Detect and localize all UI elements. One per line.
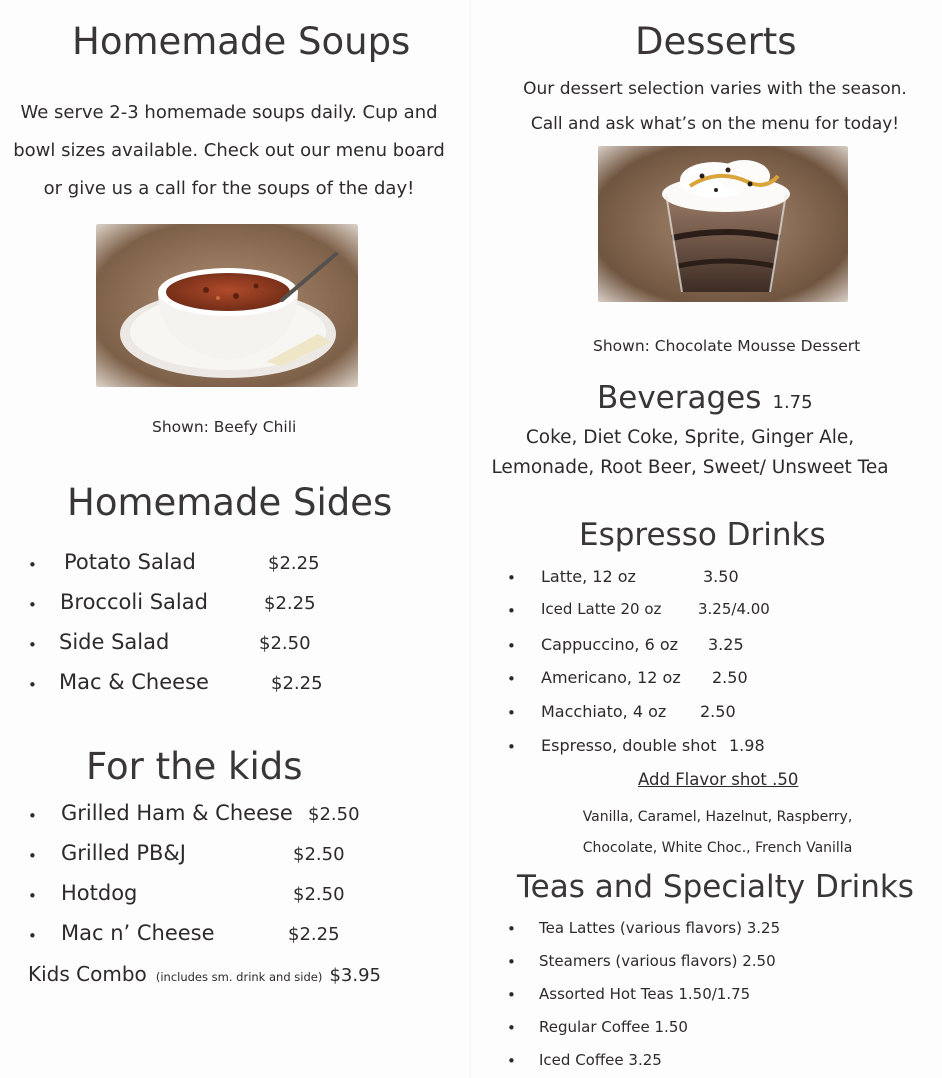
flavor-options (500, 802, 935, 864)
beefy-chili-photo (96, 224, 358, 387)
flavor-options-line: Chocolate, White Choc., French Vanilla (582, 840, 853, 856)
desserts-description (490, 72, 940, 142)
espresso-item-name: Espresso, double shot (541, 736, 717, 755)
bullet-icon: • (28, 847, 37, 865)
bullet-icon: • (507, 1019, 516, 1037)
bullet-icon: • (507, 704, 516, 722)
side-item-price: $2.25 (268, 553, 320, 574)
bullet-icon: • (28, 636, 37, 654)
bullet-icon: • (507, 569, 516, 587)
kids-item-price: $2.25 (288, 924, 340, 945)
bullet-icon: • (507, 986, 516, 1004)
espresso-item-price: 2.50 (712, 668, 748, 687)
side-item-price: $2.50 (259, 633, 311, 654)
menu-fold-line (470, 0, 471, 1078)
side-item-name: Mac & Cheese (59, 670, 209, 694)
kids-combo (28, 962, 381, 986)
beverages-price: 1.75 (772, 392, 813, 413)
bullet-icon: • (28, 927, 37, 945)
beverages-heading (597, 380, 813, 416)
kids-item-price: $2.50 (293, 844, 345, 865)
kids-combo-price: $3.95 (329, 965, 381, 986)
bullet-icon: • (507, 1052, 516, 1070)
bullet-icon: • (507, 602, 516, 620)
espresso-item-price: 1.98 (729, 736, 765, 755)
kids-item-name: Grilled Ham & Cheese (61, 801, 293, 825)
beverages-line: Coke, Diet Coke, Sprite, Ginger Ale, (525, 427, 855, 448)
espresso-item-price: 3.25 (708, 635, 744, 654)
bullet-icon: • (28, 807, 37, 825)
soups-description (0, 94, 458, 208)
side-item-name: Broccoli Salad (60, 590, 208, 614)
bullet-icon: • (507, 637, 516, 655)
soups-heading: Homemade Soups (72, 20, 411, 63)
espresso-item-price: 3.50 (703, 567, 739, 586)
bullet-icon: • (28, 596, 37, 614)
espresso-item-name: Iced Latte 20 oz (541, 600, 662, 618)
kids-item-price: $2.50 (308, 804, 360, 825)
espresso-item-price: 2.50 (700, 702, 736, 721)
bullet-icon: • (507, 738, 516, 756)
sides-heading: Homemade Sides (67, 481, 393, 524)
beverages-line: Lemonade, Root Beer, Sweet/ Unsweet Tea (491, 457, 889, 478)
flavor-shot-heading: Add Flavor shot .50 (638, 770, 799, 789)
chocolate-mousse-photo (598, 146, 848, 302)
desserts-description-line: Our dessert selection varies with the season. (523, 79, 907, 99)
soups-photo-caption: Shown: Beefy Chili (152, 418, 297, 436)
kids-item-name: Hotdog (61, 881, 138, 905)
soups-description-line: bowl sizes available. Check out our menu board (13, 140, 445, 161)
kids-item-price: $2.50 (293, 884, 345, 905)
espresso-item-name: Macchiato, 4 oz (541, 702, 667, 721)
teas-item: Tea Lattes (various flavors) 3.25 (539, 919, 781, 937)
bullet-icon: • (28, 556, 37, 574)
espresso-item-name: Cappuccino, 6 oz (541, 635, 679, 654)
bullet-icon: • (507, 920, 516, 938)
soups-description-line: or give us a call for the soups of the day! (43, 178, 415, 199)
bullet-icon: • (507, 953, 516, 971)
kids-item-name: Mac n’ Cheese (61, 921, 215, 945)
soups-description-line: We serve 2-3 homemade soups daily. Cup and (20, 102, 438, 123)
espresso-item-name: Latte, 12 oz (541, 567, 636, 586)
kids-combo-note: (includes sm. drink and side) (155, 970, 323, 984)
side-item-name: Potato Salad (64, 550, 196, 574)
teas-heading: Teas and Specialty Drinks (517, 869, 914, 905)
teas-item: Regular Coffee 1.50 (539, 1018, 688, 1036)
bullet-icon: • (28, 887, 37, 905)
kids-combo-label: Kids Combo (28, 962, 147, 986)
bullet-icon: • (28, 676, 37, 694)
side-item-price: $2.25 (264, 593, 316, 614)
espresso-item-price: 3.25/4.00 (698, 600, 770, 618)
desserts-heading: Desserts (635, 20, 797, 63)
espresso-item-name: Americano, 12 oz (541, 668, 681, 687)
teas-item: Iced Coffee 3.25 (539, 1051, 662, 1069)
kids-item-name: Grilled PB&J (61, 841, 186, 865)
side-item-price: $2.25 (271, 673, 323, 694)
espresso-heading: Espresso Drinks (579, 517, 826, 553)
bullet-icon: • (507, 670, 516, 688)
beverages-title: Beverages (597, 380, 762, 416)
desserts-description-line: Call and ask what’s on the menu for today! (530, 114, 900, 134)
desserts-photo-caption: Shown: Chocolate Mousse Dessert (593, 337, 861, 355)
teas-item: Assorted Hot Teas 1.50/1.75 (539, 985, 751, 1003)
side-item-name: Side Salad (59, 630, 170, 654)
beverages-list (480, 423, 900, 483)
teas-item: Steamers (various flavors) 2.50 (539, 952, 776, 970)
kids-heading: For the kids (86, 745, 303, 788)
flavor-options-line: Vanilla, Caramel, Hazelnut, Raspberry, (582, 809, 853, 825)
